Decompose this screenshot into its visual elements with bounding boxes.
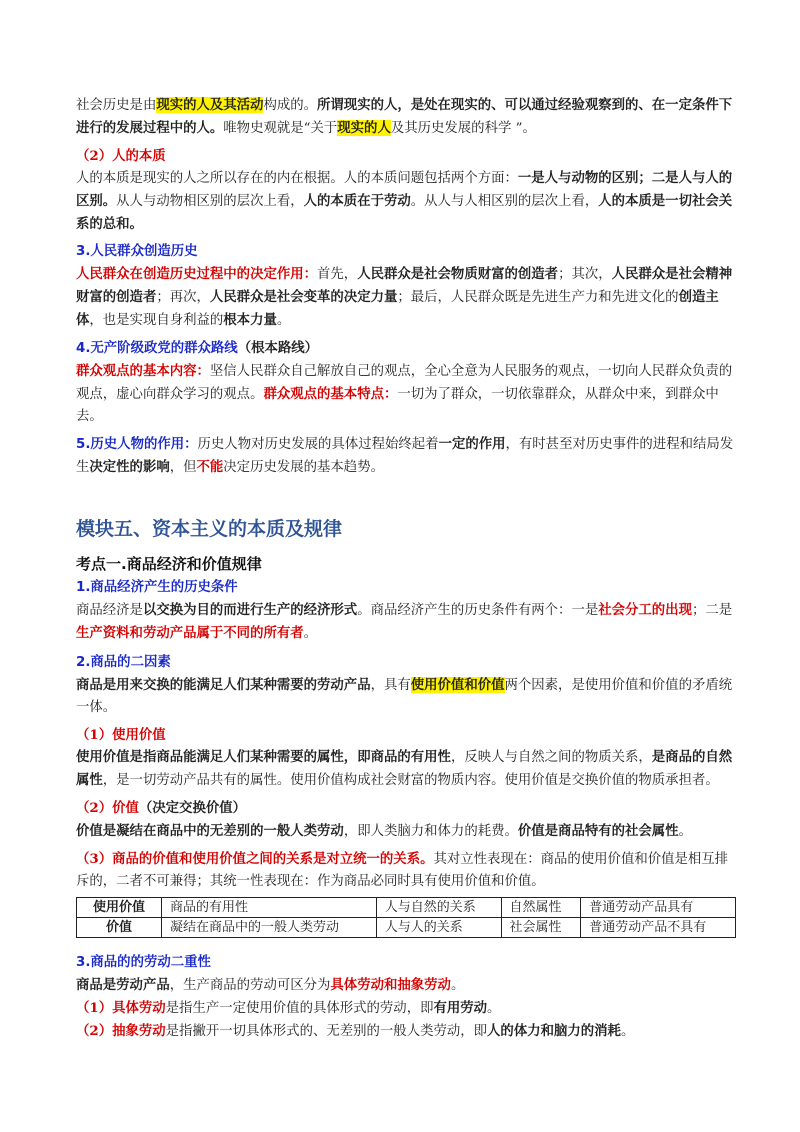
bold-text: 决定性的影响	[89, 459, 170, 475]
table-cell: 社会属性	[501, 918, 581, 938]
table-cell: 商品的有用性	[162, 898, 377, 918]
paragraph-value	[76, 820, 736, 843]
paragraph-dual-labor	[76, 974, 736, 997]
bold-text: 人的本质是一切社会关系的总和。	[76, 193, 733, 232]
red-text: 生产资料和劳动产品属于不同的所有者	[76, 625, 304, 641]
table-row-header: 价值	[77, 918, 162, 938]
bold-text: 使用价值是指商品能满足人们某种需要的属性，即商品的有用性	[76, 749, 451, 765]
text: 商品经济是	[76, 603, 143, 618]
text: 构成的。	[263, 98, 318, 113]
text: ，也是实现自身利益的	[89, 313, 224, 328]
text: ；其次，	[558, 267, 612, 282]
list-number: （2）	[76, 1023, 113, 1039]
red-label: 群众观点的基本特点：	[263, 386, 398, 402]
heading-text: 5.历史人物的作用：	[76, 437, 198, 452]
bold-text: 价值是商品特有的社会属性	[517, 823, 679, 839]
text: 历史人物对历史发展的具体过程始终起着	[197, 437, 439, 452]
text: 。	[678, 824, 692, 839]
highlight-text: 现实的人及其活动	[156, 97, 264, 113]
bold-text: 价值是凝结在商品中的无差别的一般人类劳动	[76, 823, 344, 839]
text: 。	[276, 313, 291, 328]
red-text: 具体劳动和抽象劳动	[330, 977, 451, 993]
heading-people-create-history: 3.人民群众创造历史	[76, 244, 198, 259]
heading-mass-line	[76, 337, 736, 360]
text: 。商品经济产生的历史条件有两个：一是	[357, 603, 599, 618]
highlight-text: 现实的人	[337, 120, 391, 136]
heading-value	[76, 797, 736, 820]
text: ，具有	[370, 678, 411, 693]
table-cell: 人与自然的关系	[376, 898, 501, 918]
section-title: 考点一.商品经济和价值规律	[76, 555, 262, 573]
table-row	[77, 918, 736, 938]
text: 两个因素，是使用价值和价值的矛盾统一体。	[76, 678, 733, 715]
text: ；再次，	[156, 290, 210, 305]
table-cell: 自然属性	[501, 898, 581, 918]
bold-text: 以交换为目的而进行生产的经济形式	[142, 602, 358, 618]
list-item-abstract-labor	[76, 1020, 736, 1043]
table-cell: 普通劳动产品不具有	[581, 918, 736, 938]
comparison-table	[76, 897, 736, 938]
document-page	[76, 94, 736, 1043]
red-text: 社会分工的出现	[598, 602, 692, 618]
paragraph-commodity-economy	[76, 599, 736, 645]
bold-text: 有用劳动	[433, 1000, 488, 1016]
heading-text: 4.无产阶级政党的群众路线	[76, 341, 238, 356]
text: 从人与动物相区别的层次上看，	[116, 194, 304, 209]
heading-note: （根本路线）	[237, 340, 319, 356]
text: ，有时甚至对历史事件的进程和结局发生	[76, 437, 734, 475]
list-number: （1）	[76, 1000, 113, 1016]
paragraph-mass-line	[76, 360, 736, 428]
bold-text: 根本力量	[223, 312, 277, 328]
text: 唯物史观就是“关于	[223, 121, 338, 136]
bold-text: 商品是劳动产品	[76, 977, 170, 993]
paragraph-realistic-person	[76, 94, 736, 140]
text: 坚信人民群众自己解放自己的观点，全心全意为人民服务的观点，一切向人民群众负责的观点，虚心向群众学习的观点。	[76, 364, 733, 402]
text: 人的本质是现实的人之所以存在的内在根据。人的本质问题包括两个方面：	[76, 171, 518, 186]
list-item-concrete-labor	[76, 997, 736, 1020]
red-text: 不能	[196, 459, 224, 475]
text: ，反映人与自然之间的物质关系，	[450, 750, 652, 765]
red-label: 人民群众在创造历史过程中的决定作用：	[76, 266, 318, 282]
text: 。	[303, 626, 318, 641]
table-row-header: 使用价值	[77, 898, 162, 918]
bold-text: 人民群众是社会变革的决定力量	[209, 289, 398, 305]
red-text: （3）商品的价值和使用价值之间的关系是对立统一的关系。	[76, 851, 434, 867]
text: 其对立性表现在：商品的使用价值和价值是相互排斥的，二者不可兼得；其统一性表现在：作为商品必同时具有使用价值和价值。	[76, 852, 729, 889]
bold-text: 创造主体	[76, 289, 719, 328]
red-label: 群众观点的基本内容：	[76, 363, 210, 379]
text: 决定历史发展的基本趋势。	[223, 460, 384, 475]
paragraph-unity-of-opposites	[76, 848, 736, 893]
text: 。从人与人相区别的层次上看，	[410, 194, 599, 209]
red-term: 抽象劳动	[112, 1023, 166, 1039]
text: 一切为了群众，一切依靠群众，从群众中来，到群众中去。	[76, 387, 719, 424]
table-cell: 普通劳动产品具有	[581, 898, 736, 918]
text: 。	[487, 1001, 501, 1016]
text: ，即人类脑力和体力的耗费。	[343, 824, 518, 839]
bold-text: 是商品的自然属性	[76, 749, 733, 788]
text: 首先，	[317, 267, 358, 282]
text: 。	[450, 978, 465, 993]
paragraph-two-factors	[76, 674, 736, 719]
text: 是指撇开一切具体形式的、无差别的一般人类劳动，即	[165, 1024, 488, 1039]
paragraph-human-essence	[76, 167, 736, 236]
text: ，生产商品的劳动可区分为	[169, 978, 331, 993]
table-cell: 人与人的关系	[376, 918, 501, 938]
text: 。	[620, 1024, 635, 1039]
bold-text: 一是人与动物的区别；二是人与人的区别。	[76, 170, 733, 209]
bold-text: 人民群众是社会精神财富的创造者	[76, 266, 733, 305]
heading-note: （决定交换价值）	[138, 800, 247, 816]
text: ；二是	[691, 603, 733, 618]
bold-text: 人的体力和脑力的消耗	[487, 1023, 621, 1039]
heading-text: （2）价值	[76, 800, 139, 816]
paragraph-use-value	[76, 746, 736, 792]
table-row	[77, 898, 736, 918]
heading-human-essence: （2）人的本质	[76, 148, 166, 164]
text: 是指生产一定使用价值的具体形式的劳动，即	[165, 1001, 434, 1016]
text: ，但	[169, 460, 197, 475]
highlight-text: 使用价值和价值	[410, 677, 505, 693]
module-title: 模块五、资本主义的本质及规律	[76, 518, 343, 540]
text: ；最后，人民群众既是先进生产力和先进文化的	[397, 290, 679, 305]
heading-use-value: （1）使用价值	[76, 727, 166, 743]
heading-commodity-economy: 1.商品经济产生的历史条件	[76, 580, 238, 595]
bold-text: 所谓现实的人，是处在现实的、可以通过经验观察到的、在一定条件下进行的发展过程中的人。	[76, 97, 733, 136]
heading-two-factors: 2.商品的二因素	[76, 655, 171, 670]
heading-dual-labor: 3.商品的的劳动二重性	[76, 955, 211, 970]
bold-text: 商品是用来交换的能满足人们某种需要的劳动产品	[76, 677, 371, 693]
paragraph-people-create-history	[76, 263, 736, 332]
paragraph-historical-figures	[76, 433, 736, 479]
text: 社会历史是由	[76, 98, 157, 113]
table-cell: 凝结在商品中的一般人类劳动	[162, 918, 377, 938]
bold-text: 人民群众是社会物质财富的创造者	[357, 266, 559, 282]
text: 及其历史发展的科学 ”。	[390, 121, 536, 136]
bold-text: 一定的作用	[438, 436, 506, 452]
bold-text: 人的本质在于劳动	[303, 193, 411, 209]
red-term: 具体劳动	[112, 1000, 166, 1016]
text: ，是一切劳动产品共有的属性。使用价值构成社会财富的物质内容。使用价值是交换价值的物质承担者。	[102, 773, 719, 788]
